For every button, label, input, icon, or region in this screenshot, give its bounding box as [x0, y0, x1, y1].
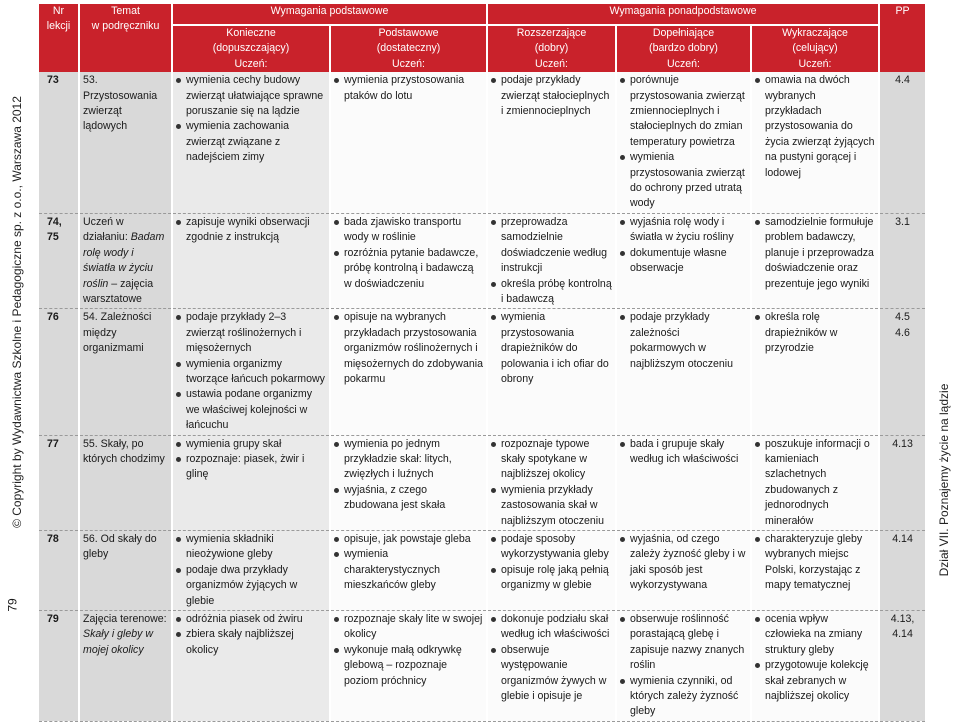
- requirement-text: obserwuje roślinność porastającą glebę i zapisuje nazwy znanych roślin: [630, 613, 745, 672]
- requirement-item: [176, 532, 326, 563]
- requirement-text: samodzielnie formułuje problem badawczy, planuje i przeprowadza doświadczenie oraz prezentuje jego wyniki: [765, 215, 874, 290]
- requirement-list: [176, 612, 326, 658]
- cell-wykraczajace: [751, 435, 879, 530]
- requirement-list: [755, 215, 875, 292]
- bullet-icon: [334, 552, 339, 557]
- requirement-item: [620, 73, 747, 150]
- header-konieczne: Konieczne (dopuszczający) Uczeń:: [172, 25, 330, 72]
- requirement-list: [755, 437, 875, 529]
- cell-wykraczajace: [751, 531, 879, 611]
- requirement-item: [491, 563, 612, 594]
- lesson-topic: [79, 611, 172, 722]
- pp-reference: 4.5 4.6: [879, 309, 926, 435]
- bullet-icon: [176, 362, 181, 367]
- cell-wykraczajace: [751, 611, 879, 722]
- bullet-icon: [491, 568, 496, 573]
- requirement-item: [620, 532, 747, 594]
- bullet-icon: [491, 648, 496, 653]
- requirement-text: wymienia przykłady zastosowania skał w najbliższym otoczeniu: [501, 483, 605, 527]
- topic-text: Skały i gleby w mojej okolicy: [83, 628, 154, 656]
- requirement-text: wymienia przystosowania zwierząt do ochrony przed utratą wody: [630, 151, 745, 210]
- bullet-icon: [755, 78, 760, 83]
- requirement-list: [334, 73, 483, 104]
- requirement-text: wymienia składniki nieożywione gleby: [186, 533, 274, 561]
- lesson-topic: [79, 309, 172, 435]
- requirement-text: wykonuje małą odkrywkę glebową – rozpoznaje poziom próchnicy: [344, 643, 462, 687]
- requirement-item: [755, 658, 875, 704]
- pp-reference: 4.13: [879, 435, 926, 530]
- requirement-item: [334, 310, 483, 387]
- header-nr: Nr lekcji: [38, 4, 79, 72]
- requirement-text: zbiera skały najbliższej okolicy: [186, 628, 294, 656]
- lesson-number: 74, 75: [38, 213, 79, 308]
- requirement-item: [491, 643, 612, 705]
- pp-reference: 4.13, 4.14: [879, 611, 926, 722]
- topic-text: 56. Od skały do gleby: [83, 533, 157, 561]
- lesson-number: 76: [38, 309, 79, 435]
- requirement-text: wymienia przystosowania ptaków do lotu: [344, 74, 465, 102]
- header-podstawowe: Podstawowe (dostateczny) Uczeń:: [330, 25, 487, 72]
- bullet-icon: [334, 442, 339, 447]
- requirement-item: [491, 73, 612, 119]
- requirement-item: [491, 310, 612, 387]
- bullet-icon: [176, 537, 181, 542]
- requirement-text: dokumentuje własne obserwacje: [630, 246, 727, 275]
- bullet-icon: [491, 537, 496, 542]
- requirement-text: wymienia po jednym przykładzie skał: litych, zwięzłych i luźnych: [344, 437, 452, 481]
- requirement-text: charakteryzuje gleby wybranych miejsc Polski, korzystając z mapy tematycznej: [765, 533, 863, 592]
- requirement-text: przygotowuje kolekcję skał zebranych w najbliższej okolicy: [765, 659, 869, 703]
- bullet-icon: [491, 442, 496, 447]
- bullet-icon: [491, 617, 496, 622]
- bullet-icon: [176, 78, 181, 83]
- requirement-item: [491, 483, 612, 529]
- requirement-text: wymienia organizmy tworzące łańcuch pokarmowy: [186, 357, 325, 385]
- bullet-icon: [620, 78, 625, 83]
- requirement-text: określa rolę drapieżników w przyrodzie: [765, 311, 838, 355]
- topic-text: Badam rolę wody i światła w życiu roślin: [83, 231, 165, 290]
- right-margin: [926, 0, 960, 623]
- bullet-icon: [755, 617, 760, 622]
- requirement-list: [755, 310, 875, 356]
- requirement-text: podaje przykłady zależności pokarmowych w najbliższym otoczeniu: [630, 311, 734, 370]
- requirement-item: [176, 310, 326, 356]
- lesson-number: 77: [38, 435, 79, 530]
- requirement-item: [334, 73, 483, 104]
- requirement-text: opisuje rolę jaką pełnią organizmy w glebie: [501, 563, 609, 592]
- requirement-item: [620, 674, 747, 720]
- bullet-icon: [176, 124, 181, 129]
- requirement-list: [755, 532, 875, 594]
- cell-wykraczajace: [751, 309, 879, 435]
- requirement-item: [176, 437, 326, 452]
- lesson-topic: [79, 72, 172, 213]
- requirement-item: [620, 612, 747, 674]
- cell-dopelniajace: [616, 72, 751, 213]
- requirement-text: ocenia wpływ człowieka na zmiany struktury gleby: [765, 613, 863, 656]
- cell-konieczne: [172, 611, 330, 722]
- cell-podstawowe: [330, 309, 487, 435]
- requirement-item: [620, 215, 747, 246]
- header-pp: PP: [879, 4, 926, 72]
- cell-wykraczajace: [751, 72, 879, 213]
- requirement-item: [334, 215, 483, 246]
- requirement-text: obserwuje występowanie organizmów żywych w glebie i opisuje je: [501, 643, 607, 703]
- requirement-text: bada i grupuje skały według ich właściwości: [630, 437, 739, 465]
- requirement-item: [491, 612, 612, 643]
- requirement-item: [620, 310, 747, 372]
- bullet-icon: [620, 537, 625, 542]
- cell-konieczne: [172, 213, 330, 308]
- requirement-list: [334, 612, 483, 689]
- requirement-text: rozpoznaje typowe skały spotykane w najbliższej okolicy: [501, 437, 590, 481]
- requirement-item: [491, 215, 612, 277]
- bullet-icon: [334, 488, 339, 493]
- cell-dopelniajace: [616, 309, 751, 435]
- left-margin: [0, 0, 34, 623]
- requirement-item: [755, 310, 875, 356]
- requirement-text: odróżnia piasek od żwiru: [186, 613, 303, 626]
- requirement-text: rozróżnia pytanie badawcze, próbę kontrolną i badawczą w doświadczeniu: [344, 246, 479, 290]
- cell-dopelniajace: [616, 531, 751, 611]
- header-rozszerzajace: Rozszerzające (dobry) Uczeń:: [487, 25, 616, 72]
- bullet-icon: [755, 537, 760, 542]
- bullet-icon: [334, 537, 339, 542]
- lesson-topic: [79, 531, 172, 611]
- header-ponadpodstawowe-group: Wymagania ponadpodstawowe: [487, 4, 879, 25]
- requirement-item: [334, 246, 483, 292]
- lesson-topic: [79, 435, 172, 530]
- requirement-item: [176, 357, 326, 388]
- requirement-item: [176, 627, 326, 658]
- cell-podstawowe: [330, 72, 487, 213]
- topic-text: 53. Przystosowania zwierząt lądowych: [83, 74, 158, 133]
- requirement-text: wymienia charakterystycznych mieszkańców gleby: [344, 548, 440, 592]
- requirement-list: [334, 215, 483, 292]
- lesson-topic: [79, 213, 172, 308]
- requirement-text: wyjaśnia, od czego zależy żyzność gleby i w jaki sposób jest wykorzystywana: [630, 533, 746, 592]
- requirement-list: [620, 73, 747, 212]
- requirement-text: zapisuje wyniki obserwacji zgodnie z instrukcją: [186, 215, 310, 244]
- table-row: [38, 611, 926, 722]
- requirement-list: [334, 310, 483, 387]
- cell-rozszerzajace: [487, 531, 616, 611]
- lesson-number: 79: [38, 611, 79, 722]
- requirement-list: [176, 310, 326, 433]
- cell-dopelniajace: [616, 611, 751, 722]
- requirement-text: dokonuje podziału skał według ich właściwości: [501, 613, 610, 641]
- requirement-list: [620, 310, 747, 372]
- requirement-list: [620, 532, 747, 594]
- table-row: [38, 435, 926, 530]
- requirement-item: [334, 547, 483, 593]
- bullet-icon: [491, 315, 496, 320]
- bullet-icon: [176, 442, 181, 447]
- requirement-text: omawia na dwóch wybranych przykładach przystosowania do życia zwierząt żyjących na pustyni gorącej i lodowej: [765, 74, 875, 179]
- bullet-icon: [620, 220, 625, 225]
- bullet-icon: [334, 78, 339, 83]
- table-row: [38, 531, 926, 611]
- requirement-text: podaje przykłady zwierząt stałocieplnych i zmiennocieplnych: [501, 74, 610, 118]
- requirement-item: [334, 483, 483, 514]
- requirement-list: [491, 532, 612, 594]
- requirement-item: [176, 215, 326, 246]
- requirement-text: opisuje na wybranych przykładach przystosowania organizmów roślinożernych i mięsożernych do zdobywania pokarmu: [344, 311, 483, 385]
- bullet-icon: [620, 251, 625, 256]
- cell-dopelniajace: [616, 435, 751, 530]
- requirement-item: [176, 73, 326, 119]
- requirement-text: podaje przykłady 2–3 zwierząt roślinożernych i mięsożernych: [186, 311, 302, 355]
- bullet-icon: [491, 282, 496, 287]
- table-row: [38, 309, 926, 435]
- bullet-icon: [620, 155, 625, 160]
- bullet-icon: [176, 457, 181, 462]
- requirement-text: rozpoznaje: piasek, żwir i glinę: [186, 452, 305, 481]
- bullet-icon: [755, 220, 760, 225]
- bullet-icon: [334, 617, 339, 622]
- pp-reference: 4.14: [879, 531, 926, 611]
- bullet-icon: [755, 315, 760, 320]
- requirement-text: wyjaśnia, z czego zbudowana jest skała: [344, 483, 446, 512]
- requirement-item: [176, 563, 326, 609]
- bullet-icon: [334, 648, 339, 653]
- requirement-item: [176, 387, 326, 433]
- requirement-list: [176, 437, 326, 483]
- topic-text: Zajęcia terenowe:: [83, 613, 167, 626]
- requirement-item: [755, 215, 875, 292]
- header-wykraczajace: Wykraczające (celujący) Uczeń:: [751, 25, 879, 72]
- bullet-icon: [334, 315, 339, 320]
- requirement-text: przeprowadza samodzielnie doświadczenie według instrukcji: [501, 215, 608, 275]
- requirement-text: podaje dwa przykłady organizmów żyjących w glebie: [186, 563, 298, 607]
- requirement-item: [176, 452, 326, 483]
- cell-konieczne: [172, 531, 330, 611]
- requirement-item: [491, 437, 612, 483]
- cell-podstawowe: [330, 435, 487, 530]
- requirement-list: [491, 215, 612, 307]
- requirement-list: [620, 612, 747, 720]
- requirement-item: [491, 532, 612, 563]
- cell-rozszerzajace: [487, 72, 616, 213]
- bullet-icon: [176, 568, 181, 573]
- bullet-icon: [620, 442, 625, 447]
- bullet-icon: [176, 220, 181, 225]
- bullet-icon: [491, 220, 496, 225]
- bullet-icon: [755, 442, 760, 447]
- table-row: [38, 213, 926, 308]
- requirement-text: bada zjawisko transportu wody w roślinie: [344, 215, 462, 244]
- requirement-list: [491, 612, 612, 704]
- header-podstawowe-group: Wymagania podstawowe: [172, 4, 487, 25]
- requirement-list: [620, 215, 747, 277]
- header-temat: Temat w podręczniku: [79, 4, 172, 72]
- requirement-list: [334, 532, 483, 594]
- lesson-number: 73: [38, 72, 79, 213]
- requirement-list: [491, 437, 612, 529]
- header-dopelniajace: Dopełniające (bardzo dobry) Uczeń:: [616, 25, 751, 72]
- requirement-text: wyjaśnia rolę wody i światła w życiu rośliny: [630, 215, 734, 244]
- requirement-text: wymienia grupy skał: [186, 437, 282, 450]
- lesson-number: 78: [38, 531, 79, 611]
- requirement-item: [491, 277, 612, 308]
- requirement-list: [620, 437, 747, 468]
- requirement-item: [334, 643, 483, 689]
- bullet-icon: [176, 315, 181, 320]
- cell-rozszerzajace: [487, 435, 616, 530]
- topic-text: – zajęcia warsztatowe: [83, 277, 154, 305]
- topic-text: Uczeń w działaniu:: [83, 215, 128, 244]
- bullet-icon: [491, 78, 496, 83]
- requirement-text: wymienia cechy budowy zwierząt ułatwiające sprawne poruszanie się na lądzie: [186, 74, 324, 118]
- cell-podstawowe: [330, 213, 487, 308]
- requirement-list: [755, 73, 875, 181]
- requirement-text: poszukuje informacji o kamieniach szlachetnych zbudowanych z jednorodnych minerałów: [765, 437, 870, 527]
- requirement-text: określa próbę kontrolną i badawczą: [501, 277, 612, 305]
- cell-konieczne: [172, 72, 330, 213]
- requirement-item: [620, 437, 747, 468]
- cell-podstawowe: [330, 531, 487, 611]
- cell-podstawowe: [330, 611, 487, 722]
- requirement-text: ustawia podane organizmy we właściwej kolejności w łańcuchu: [186, 388, 313, 432]
- requirement-item: [755, 437, 875, 529]
- page-number: 79: [5, 598, 20, 612]
- requirement-item: [620, 150, 747, 212]
- pp-reference: 3.1: [879, 213, 926, 308]
- bullet-icon: [334, 251, 339, 256]
- requirement-text: wymienia zachowania zwierząt związane z nadejściem zimy: [186, 120, 290, 164]
- bullet-icon: [176, 392, 181, 397]
- table-row: [38, 72, 926, 213]
- requirement-item: [755, 73, 875, 181]
- requirement-list: [176, 532, 326, 609]
- topic-text: 55. Skały, po których chodzimy: [83, 437, 165, 465]
- topic-text: 54. Zależności między organizmami: [83, 311, 152, 355]
- table-body: [38, 72, 926, 721]
- bullet-icon: [334, 220, 339, 225]
- requirement-item: [334, 532, 483, 547]
- requirement-list: [176, 73, 326, 165]
- bullet-icon: [620, 679, 625, 684]
- bullet-icon: [491, 488, 496, 493]
- pp-reference: 4.4: [879, 72, 926, 213]
- requirement-item: [176, 119, 326, 165]
- bullet-icon: [755, 663, 760, 668]
- bullet-icon: [620, 617, 625, 622]
- copyright-notice: © Copyright by Wydawnictwa Szkolne i Pedagogiczne sp. z o.o., Warszawa 2012: [10, 96, 24, 528]
- requirement-item: [620, 246, 747, 277]
- requirement-list: [491, 73, 612, 119]
- requirements-table: [37, 4, 927, 722]
- cell-rozszerzajace: [487, 611, 616, 722]
- requirement-list: [755, 612, 875, 704]
- requirement-item: [176, 612, 326, 627]
- requirement-text: wymienia czynniki, od których zależy żyzność gleby: [630, 674, 739, 718]
- requirement-list: [334, 437, 483, 514]
- requirement-text: opisuje, jak powstaje gleba: [344, 533, 471, 545]
- cell-rozszerzajace: [487, 213, 616, 308]
- requirement-list: [491, 310, 612, 387]
- bullet-icon: [176, 617, 181, 622]
- cell-dopelniajace: [616, 213, 751, 308]
- requirement-item: [755, 532, 875, 594]
- requirement-text: rozpoznaje skały lite w swojej okolicy: [344, 613, 483, 641]
- bullet-icon: [620, 315, 625, 320]
- requirement-item: [755, 612, 875, 658]
- bullet-icon: [176, 632, 181, 637]
- requirement-item: [334, 437, 483, 483]
- requirement-list: [176, 215, 326, 246]
- cell-rozszerzajace: [487, 309, 616, 435]
- cell-wykraczajace: [751, 213, 879, 308]
- requirement-text: porównuje przystosowania zwierząt zmiennocieplnych i stałocieplnych do zmian temperatury powietrza: [630, 74, 745, 148]
- requirement-text: wymienia przystosowania drapieżników do polowania i ich ofiar do obrony: [501, 311, 609, 385]
- cell-konieczne: [172, 309, 330, 435]
- section-title: Dział VII. Poznajemy życie na lądzie: [937, 383, 951, 577]
- requirement-item: [334, 612, 483, 643]
- cell-konieczne: [172, 435, 330, 530]
- requirement-text: podaje sposoby wykorzystywania gleby: [501, 533, 609, 561]
